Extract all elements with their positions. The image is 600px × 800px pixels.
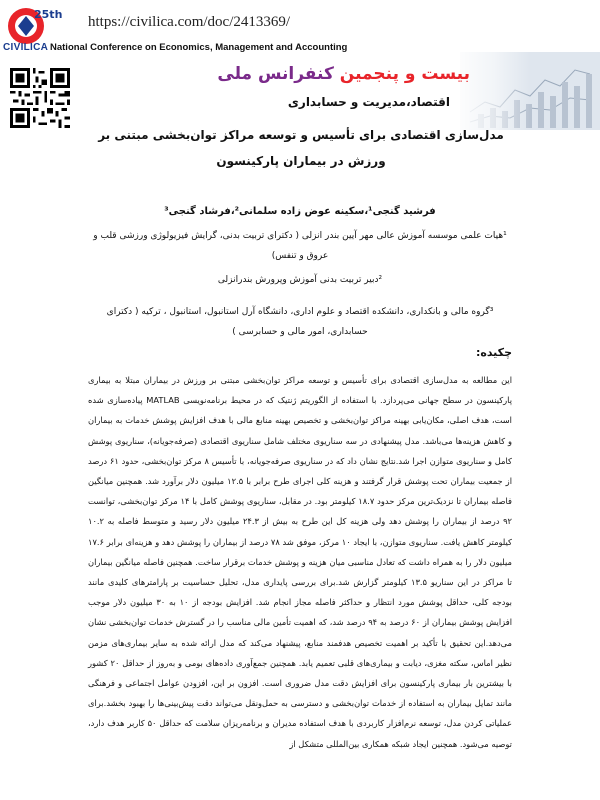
- qr-code-icon: [10, 68, 70, 128]
- document-url[interactable]: https://civilica.com/doc/2413369/: [88, 14, 291, 30]
- abstract-body: این مطالعه به مدل‌سازی اقتصادی برای تأسیس و توسعه مراکز توان‌بخشی مبتنی بر ورزش در بیماران مبتلا به بیماری پارکینسون در سطح جهانی می‌پردازد. با استفاده از الگوریتم ژنتیک که در محیط برنامه‌نویسی MATLAB پیاده‌سازی شده است، هدف اصلی، مکان‌یابی بهینه مراکز توان‌بخشی و تخصیص بهینه منابع مالی با هدف افزایش پوشش خدمات به بیماران و کاهش هزینه‌ها می‌باشد. مدل پیشنهادی در سه سناریوی مختلف شامل سناریوی اقتصادی (صرفه‌جویانه)، سناریوی پوشش کامل و سناریوی متوازن اجرا شد.نتایج نشان داد که در سناریوی صرفه‌جویانه، با تأسیس ۸ مرکز توان‌بخشی، حدود ۶۱ درصد از جمعیت بیماران تحت پوشش قرار گرفتند و هزینه کلی اجرای طرح برابر با ۱۲.۵ میلیون دلار برآورد شد. همچنین میانگین فاصله بیماران تا نزدیک‌ترین مرکز حدود ۱۸.۷ کیلومتر بود. در مقابل، سناریوی پوشش کامل با ۱۴ مرکز توان‌بخشی، توانست ۹۲ درصد از بیماران را پوشش دهد ولی هزینه کل این طرح به بیش از ۲۴.۳ میلیون دلار رسید و متوسط فاصله به ۱۰.۲ کیلومتر کاهش یافت. سناریوی متوازن، با ایجاد ۱۰ مرکز، موفق شد ۷۸ درصد از بیماران را پوشش دهد و هزینه‌ای برابر ۱۷.۶ میلیون دلار را به همراه داشت که تعادل مناسبی میان هزینه و پوشش خدمات برقرار ساخت. همچنین فاصله میانگین بیماران تا مراکز در این سناریو ۱۳.۵ کیلومتر گزارش شد.برای بررسی پایداری مدل، تحلیل حساسیت بر پارامترهای کلیدی مانند بودجه کلی، حداقل پوشش مورد انتظار و حداکثر فاصله مجاز انجام شد. افزایش بودجه از ۱۰ به ۳۰ میلیون دلار موجب افزایش پوشش بیماران از ۶۰ درصد به ۹۴ درصد شد، که اهمیت تأمین مالی مناسب را در گسترش خدمات توان‌بخشی نشان می‌دهد.این تحقیق با تأکید بر اهمیت تخصیص هدفمند منابع، پیشنهاد می‌کند که مدل ارائه شده به سایر بیماری‌های مزمن نظیر اماس، سکته مغزی، دیابت و بیماری‌های قلبی تعمیم یابد. همچنین جمع‌آوری داده‌های بومی و به‌روز از حداقل ۲۰ کشور با بیشترین بار بیماری پارکینسون برای افزایش دقت مدل ضروری است. افزون بر این، افزودن عوامل اجتماعی و فرهنگی مانند تمایل بیماران به استفاده از خدمات توان‌بخشی و دسترسی به حمل‌ونقل می‌تواند دقت پیش‌بینی‌ها را بهبود بخشد.برای عملیاتی کردن مدل، توسعه نرم‌افزار کاربردی با هدف استفاده مدیران و برنامه‌ریزان سلامت که حداقل ۵۰ کاربر هدف دارد، توصیه می‌شود. همچنین ایجاد شبکه همکاری بین‌المللی متشکل از: [88, 375, 513, 749]
- conference-subtitle: اقتصاد،مدیریت و حسابداری: [287, 95, 450, 109]
- affiliation-1: ¹هیات علمی موسسه آموزش عالی مهر آیین بندر انزلی ( دکترای تربیت بدنی، گرایش فیزیولوژی ورزشی قلب و عروق و تنفس): [93, 231, 507, 261]
- conference-title-rest: کنفرانس ملی: [217, 64, 334, 84]
- conference-title-ordinal: بیست و پنجمین: [339, 64, 470, 84]
- conference-title: [217, 64, 470, 84]
- paper-authors: فرشید گنجی¹،سکینه عوض زاده سلمانی²،فرشاد گنجی³: [164, 206, 436, 217]
- svg-text:25th: 25th: [34, 8, 63, 21]
- civilica-wordmark: CIVILICA: [3, 42, 49, 53]
- affiliation-2: ²دبیر تربیت بدنی آموزش وپرورش بندرانزلی: [217, 275, 383, 285]
- paper-title: مدل‌سازی اقتصادی برای تأسیس و توسعه مراکز توان‌بخشی مبتنی بر ورزش در بیماران پارکینسون: [98, 128, 504, 168]
- affiliation-3: ³گروه مالی و بانکداری، دانشکده اقتصاد و علوم اداری، دانشگاه آرل استانبول، استانبول ، ترکیه ( دکترای حسابداری، امور مالی و حسابرسی ): [106, 307, 494, 337]
- conference-english-title: National Conference on Economics, Management and Accounting: [50, 42, 348, 53]
- abstract-heading: چکیده:: [475, 346, 512, 359]
